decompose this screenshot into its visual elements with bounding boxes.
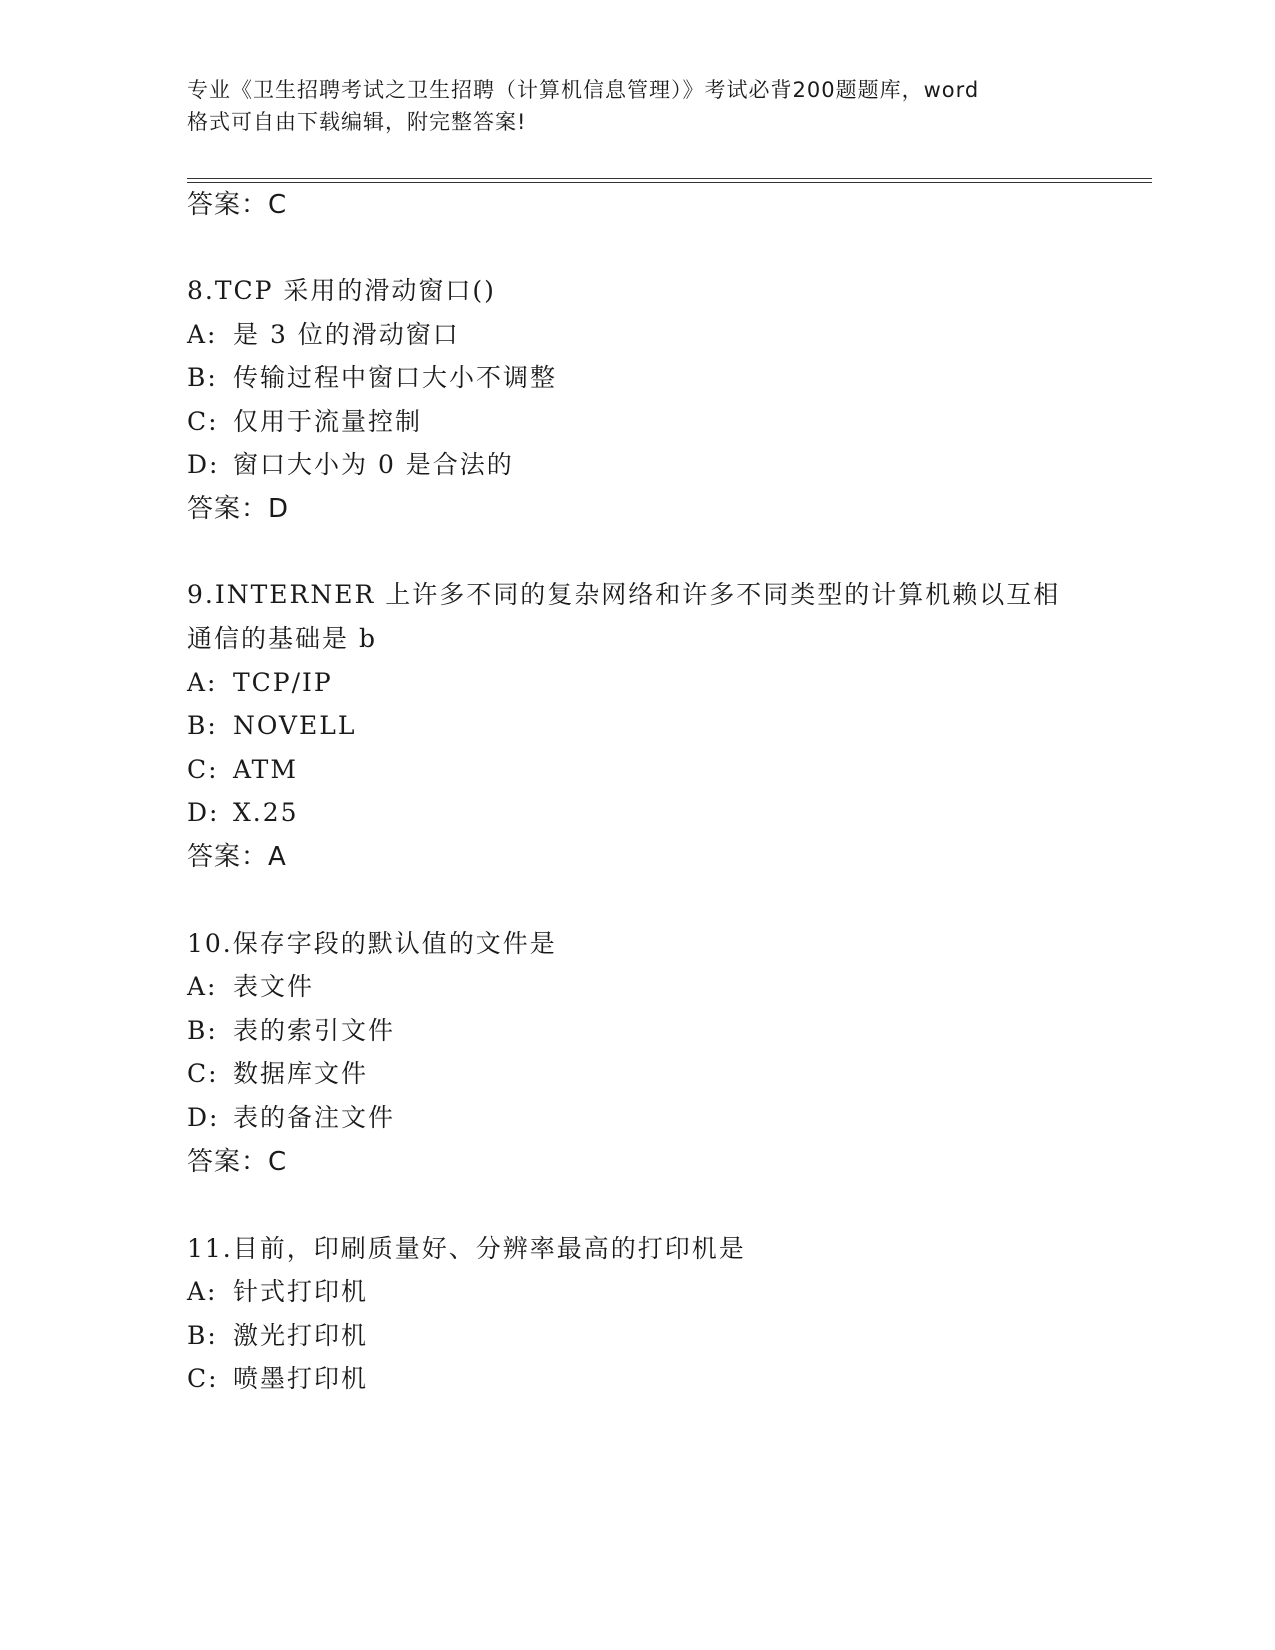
option-text: 表的备注文件	[233, 1103, 396, 1132]
q8-option-d	[187, 450, 514, 480]
option-text: TCP/IP	[233, 668, 333, 697]
option-text: 数据库文件	[233, 1059, 369, 1088]
header-line-1: 专业《卫生招聘考试之卫生招聘（计算机信息管理）》考试必背200题题库，word	[187, 78, 980, 102]
option-text: 窗口大小为 0 是合法的	[233, 450, 514, 479]
q9-answer: 答案：A	[187, 842, 287, 872]
q8-option-a	[187, 320, 460, 350]
option-text: 是 3 位的滑动窗口	[233, 320, 460, 349]
option-text: 表的索引文件	[233, 1016, 396, 1045]
option-letter: B:	[187, 1016, 218, 1045]
q11-option-c	[187, 1364, 368, 1394]
option-letter: B:	[187, 1321, 218, 1350]
option-letter: A:	[187, 1277, 218, 1306]
option-text: ATM	[233, 755, 298, 784]
option-letter: D:	[187, 798, 220, 827]
option-letter: C:	[187, 755, 219, 784]
q10-option-d	[187, 1103, 395, 1133]
q10-option-b	[187, 1016, 395, 1046]
option-letter: C:	[187, 407, 219, 436]
option-letter: D:	[187, 450, 220, 479]
option-letter: B:	[187, 711, 218, 740]
q11-option-a	[187, 1277, 368, 1307]
option-text: 激光打印机	[233, 1321, 369, 1350]
option-letter: C:	[187, 1059, 219, 1088]
option-text: NOVELL	[233, 711, 357, 740]
option-letter: A:	[187, 972, 218, 1001]
option-letter: A:	[187, 668, 218, 697]
q8-answer: 答案：D	[187, 494, 290, 524]
question-11: 11.目前，印刷质量好、分辨率最高的打印机是	[187, 1234, 746, 1263]
q10-option-a	[187, 972, 314, 1002]
q8-option-c	[187, 407, 422, 437]
question-9-line-2: 通信的基础是 b	[187, 624, 377, 653]
question-10: 10.保存字段的默认值的文件是	[187, 929, 557, 958]
option-letter: C:	[187, 1364, 219, 1393]
question-9-line-1: 9.INTERNER 上许多不同的复杂网络和许多不同类型的计算机赖以互相	[187, 580, 1061, 609]
option-letter: D:	[187, 1103, 220, 1132]
option-text: 表文件	[233, 972, 315, 1001]
option-text: 针式打印机	[233, 1277, 369, 1306]
q10-answer: 答案：C	[187, 1147, 288, 1177]
q9-option-d	[187, 798, 299, 828]
answer-previous: 答案：C	[187, 190, 288, 220]
header-double-rule	[187, 178, 1152, 183]
option-text: 仅用于流量控制	[233, 407, 423, 436]
q9-option-a	[187, 668, 333, 698]
option-text: X.25	[233, 798, 299, 827]
q9-option-b	[187, 711, 356, 741]
option-letter: A:	[187, 320, 218, 349]
question-8: 8.TCP 采用的滑动窗口()	[187, 276, 496, 305]
q10-option-c	[187, 1059, 368, 1089]
q11-option-b	[187, 1321, 368, 1351]
q8-option-b	[187, 363, 557, 393]
option-letter: B:	[187, 363, 218, 392]
option-text: 喷墨打印机	[233, 1364, 369, 1393]
header-line-2: 格式可自由下载编辑，附完整答案!	[187, 110, 527, 134]
q9-option-c	[187, 755, 298, 785]
option-text: 传输过程中窗口大小不调整	[233, 363, 558, 392]
document-header	[187, 74, 1087, 138]
